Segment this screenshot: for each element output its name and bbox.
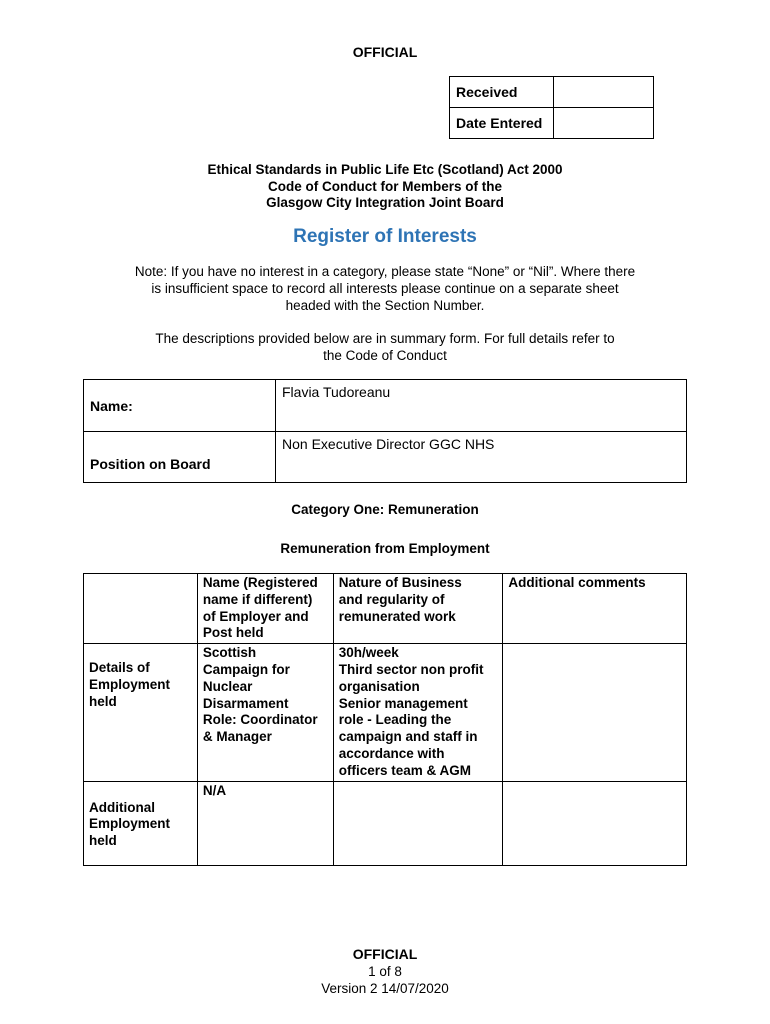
received-label: Received [450, 77, 554, 108]
header-cell-employer [197, 574, 333, 644]
version-label: Version 2 14/07/2020 [321, 981, 449, 996]
table-row [84, 644, 687, 781]
note-paragraph [0, 263, 770, 314]
description-paragraph [0, 330, 770, 364]
received-field[interactable] [554, 77, 654, 108]
name-field[interactable]: Flavia Tudoreanu [276, 380, 687, 432]
additional-row-label [84, 781, 198, 865]
page-title: Register of Interests [293, 226, 477, 247]
description-line: the Code of Conduct [323, 348, 447, 363]
header-nature-text: Nature of Business and regularity of remunerated work [338, 575, 462, 624]
note-line: headed with the Section Number. [285, 298, 485, 313]
details-label-text: Details of Employment held [89, 660, 171, 709]
table-row [84, 781, 687, 865]
header-official-marking: OFFICIAL [352, 44, 418, 60]
position-field[interactable]: Non Executive Director GGC NHS [276, 432, 687, 483]
details-employer-field[interactable] [197, 644, 333, 781]
member-details-table [83, 379, 687, 483]
header-cell-nature [333, 574, 503, 644]
page-number: 1 of 8 [368, 964, 402, 979]
receipt-table [449, 76, 654, 139]
details-comments-field[interactable] [503, 644, 687, 781]
position-label: Position on Board [84, 432, 276, 483]
category-heading: Category One: Remuneration [291, 502, 479, 517]
additional-label-text: Additional Employment held [89, 799, 171, 849]
additional-employer-text: N/A [202, 782, 227, 798]
footer-official-marking: OFFICIAL [352, 946, 418, 962]
additional-nature-field[interactable] [333, 781, 503, 865]
name-label: Name: [84, 380, 276, 432]
table-header-row [84, 574, 687, 644]
note-line: is insufficient space to record all interests please continue on a separate sheet [151, 281, 619, 296]
date-entered-label: Date Entered [450, 108, 554, 139]
header-comments-text: Additional comments [508, 575, 646, 590]
details-row-label [84, 644, 198, 781]
act-title-line: Code of Conduct for Members of the [268, 178, 502, 194]
date-entered-field[interactable] [554, 108, 654, 139]
header-employer-text: Name (Registered name if different) of Employer and Post held [202, 575, 318, 641]
note-line: Note: If you have no interest in a category, please state “None” or “Nil”. Where there [134, 264, 636, 279]
description-line: The descriptions provided below are in summary form. For full details refer to [155, 331, 615, 346]
additional-comments-field[interactable] [503, 781, 687, 865]
details-nature-field[interactable] [333, 644, 503, 781]
details-employer-text: Scottish Campaign for Nuclear Disarmament Role: Coordinator & Manager [202, 645, 318, 745]
category-subheading: Remuneration from Employment [280, 541, 490, 556]
additional-employer-field[interactable] [197, 781, 333, 865]
act-title-line: Ethical Standards in Public Life Etc (Scotland) Act 2000 [207, 162, 563, 177]
header-cell-empty [84, 574, 198, 644]
act-title [0, 162, 770, 212]
employment-table [83, 573, 687, 866]
details-nature-text: 30h/week Third sector non profit organisation Senior management role - Leading the campaign and staff in accordance with officers team & AGM [338, 645, 484, 778]
act-title-line: Glasgow City Integration Joint Board [266, 195, 504, 210]
header-cell-comments [503, 574, 687, 644]
